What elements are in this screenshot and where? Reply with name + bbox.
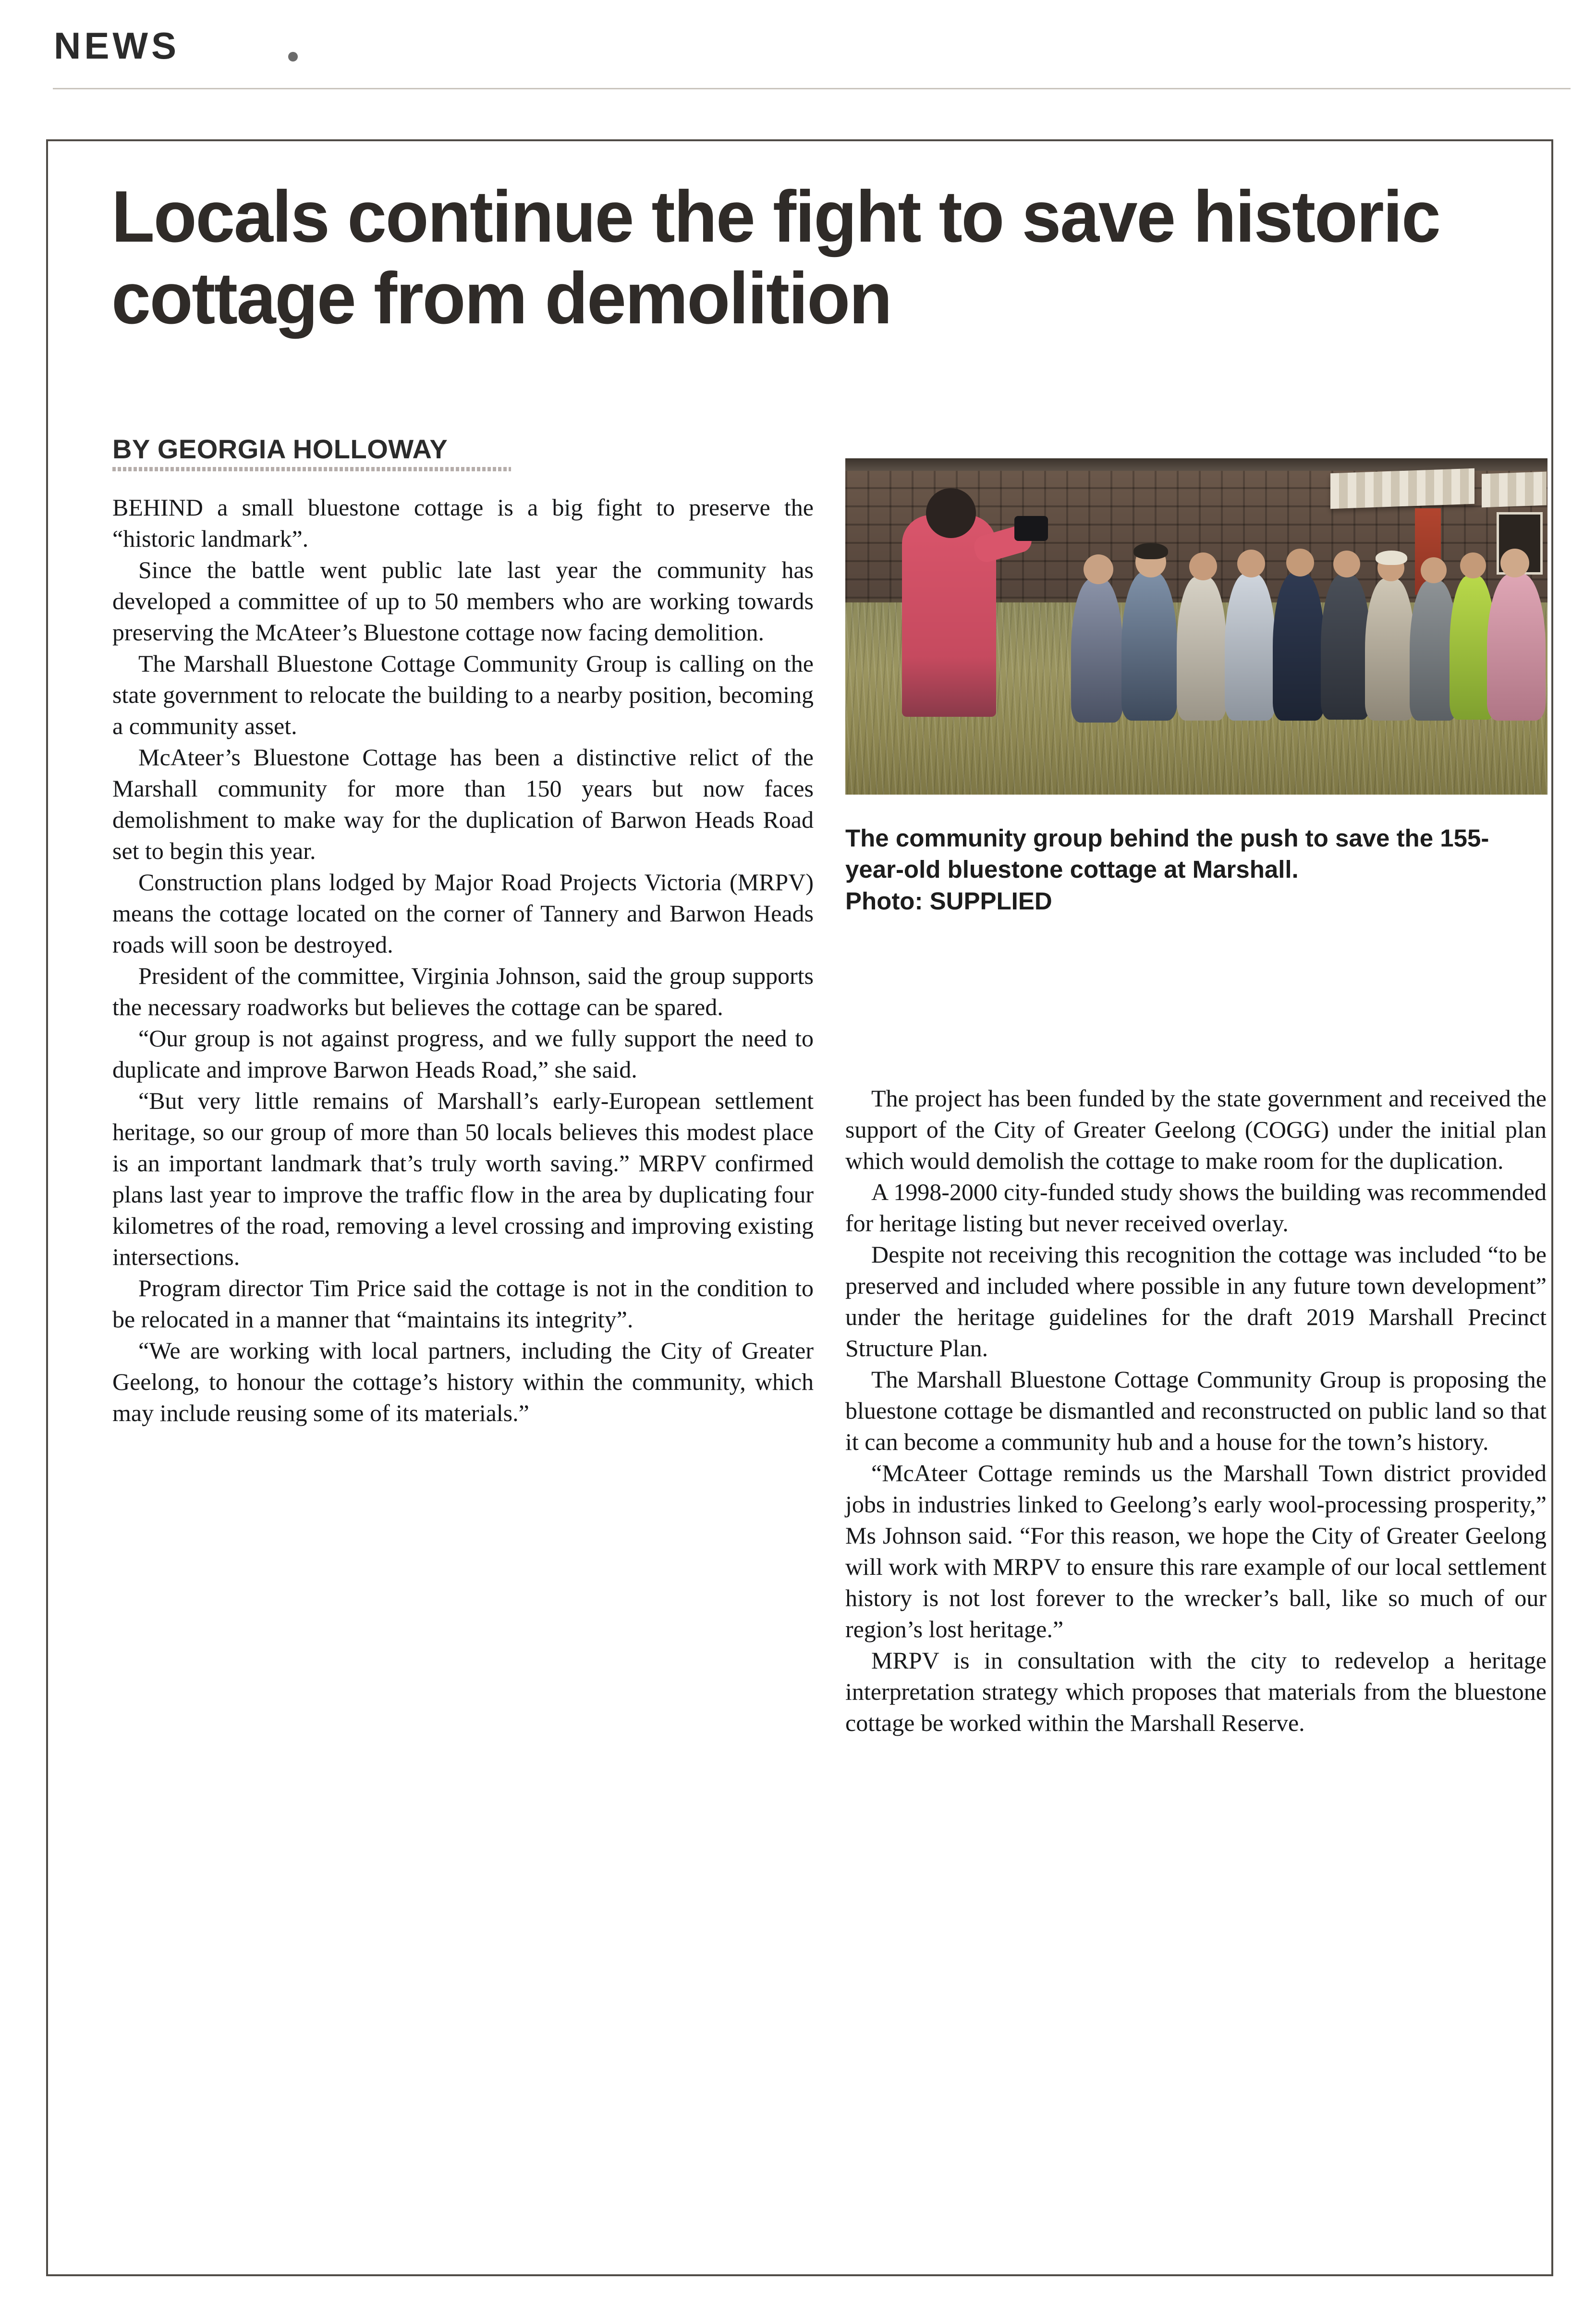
article-headline: Locals continue the fight to save historic cottage from demolition: [111, 176, 1440, 340]
article-container: [46, 139, 1553, 2276]
photo-caption: [845, 822, 1547, 917]
paragraph: Construction plans lodged by Major Road Projects Victoria (MRPV) means the cottage located on the corner of Tannery and Barwon Heads roads will soon be destroyed.: [112, 869, 814, 958]
photo-awning: [1330, 468, 1474, 509]
paragraph: Program director Tim Price said the cottage is not in the condition to be relocated in a manner that “maintains its integrity”.: [112, 1275, 814, 1333]
paragraph: McAteer’s Bluestone Cottage has been a distinctive relict of the Marshall community for more than 150 years but now faces demolishment to make way for the duplication of Barwon Heads Road set to begin this year.: [112, 744, 814, 864]
section-label: NEWS: [54, 25, 180, 67]
photo-awning-second: [1482, 472, 1547, 508]
paragraph: President of the committee, Virginia Johnson, said the group supports the necessary roadworks but believes the cottage can be spared.: [112, 962, 814, 1020]
paragraph: The project has been funded by the state government and received the support of the City of Greater Geelong (COGG) under the initial plan which would demolish the cottage to make room for the duplication.: [845, 1085, 1547, 1174]
paragraph: A 1998-2000 city-funded study shows the building was recommended for heritage listing but never received overlay.: [845, 1178, 1547, 1237]
paragraph: Despite not receiving this recognition the cottage was included “to be preserved and included where possible in any future town development” under the heritage guidelines for the draft 2019 Marshall Precinct Structure Plan.: [845, 1241, 1547, 1362]
paragraph: BEHIND a small bluestone cottage is a big fight to preserve the “historic landmark”.: [112, 494, 814, 552]
photo-caption-text: The community group behind the push to save the 155-year-old bluestone cottage at Marshall.: [845, 824, 1489, 883]
paragraph: The Marshall Bluestone Cottage Community Group is proposing the bluestone cottage be dismantled and reconstructed on public land so that it can become a community hub and a house for the town’s history.: [845, 1366, 1547, 1455]
paragraph: “McAteer Cottage reminds us the Marshall Town district provided jobs in industries linked to Geelong’s early wool-processing prosperity,” Ms Johnson said. “For this reason, we hope the City of Greater Geelong will work with MRPV to ensure this rare example of our local settlement history is not lost forever to the wrecker’s ball, like so much of our region’s lost heritage.”: [845, 1460, 1547, 1643]
paragraph: “Our group is not against progress, and we fully support the need to duplicate and improve Barwon Heads Road,” she said.: [112, 1025, 814, 1083]
article-column-left: [112, 492, 814, 1429]
article-byline: BY GEORGIA HOLLOWAY: [112, 434, 448, 464]
masthead-divider: [53, 88, 1571, 89]
bullet-dot-icon: [288, 52, 298, 61]
paragraph: “But very little remains of Marshall’s early-European settlement heritage, so our group of more than 50 locals believes this modest place is an important landmark that’s truly worth saving.” MRPV confirmed plans last year to improve the traffic flow in the area by duplicating four kilometres of the road, removing a level crossing and improving existing intersections.: [112, 1087, 814, 1270]
article-column-right: [845, 1083, 1547, 1739]
paragraph: “We are working with local partners, including the City of Greater Geelong, to honour the cottage’s history within the community, which may include reusing some of its materials.”: [112, 1337, 814, 1426]
paragraph: MRPV is in consultation with the city to redevelop a heritage interpretation strategy which proposes that materials from the bluestone cottage be worked within the Marshall Reserve.: [845, 1647, 1547, 1736]
paragraph: Since the battle went public late last year the community has developed a committee of up to 50 members who are working towards preserving the McAteer’s Bluestone cottage now facing demolition.: [112, 556, 814, 646]
byline-divider: [112, 467, 511, 471]
community-group-photo: [845, 458, 1547, 795]
page-masthead: [0, 0, 1596, 96]
paragraph: The Marshall Bluestone Cottage Community Group is calling on the state government to relocate the building to a nearby position, becoming a community asset.: [112, 650, 814, 739]
photo-credit: Photo: SUPPLIED: [845, 887, 1052, 915]
